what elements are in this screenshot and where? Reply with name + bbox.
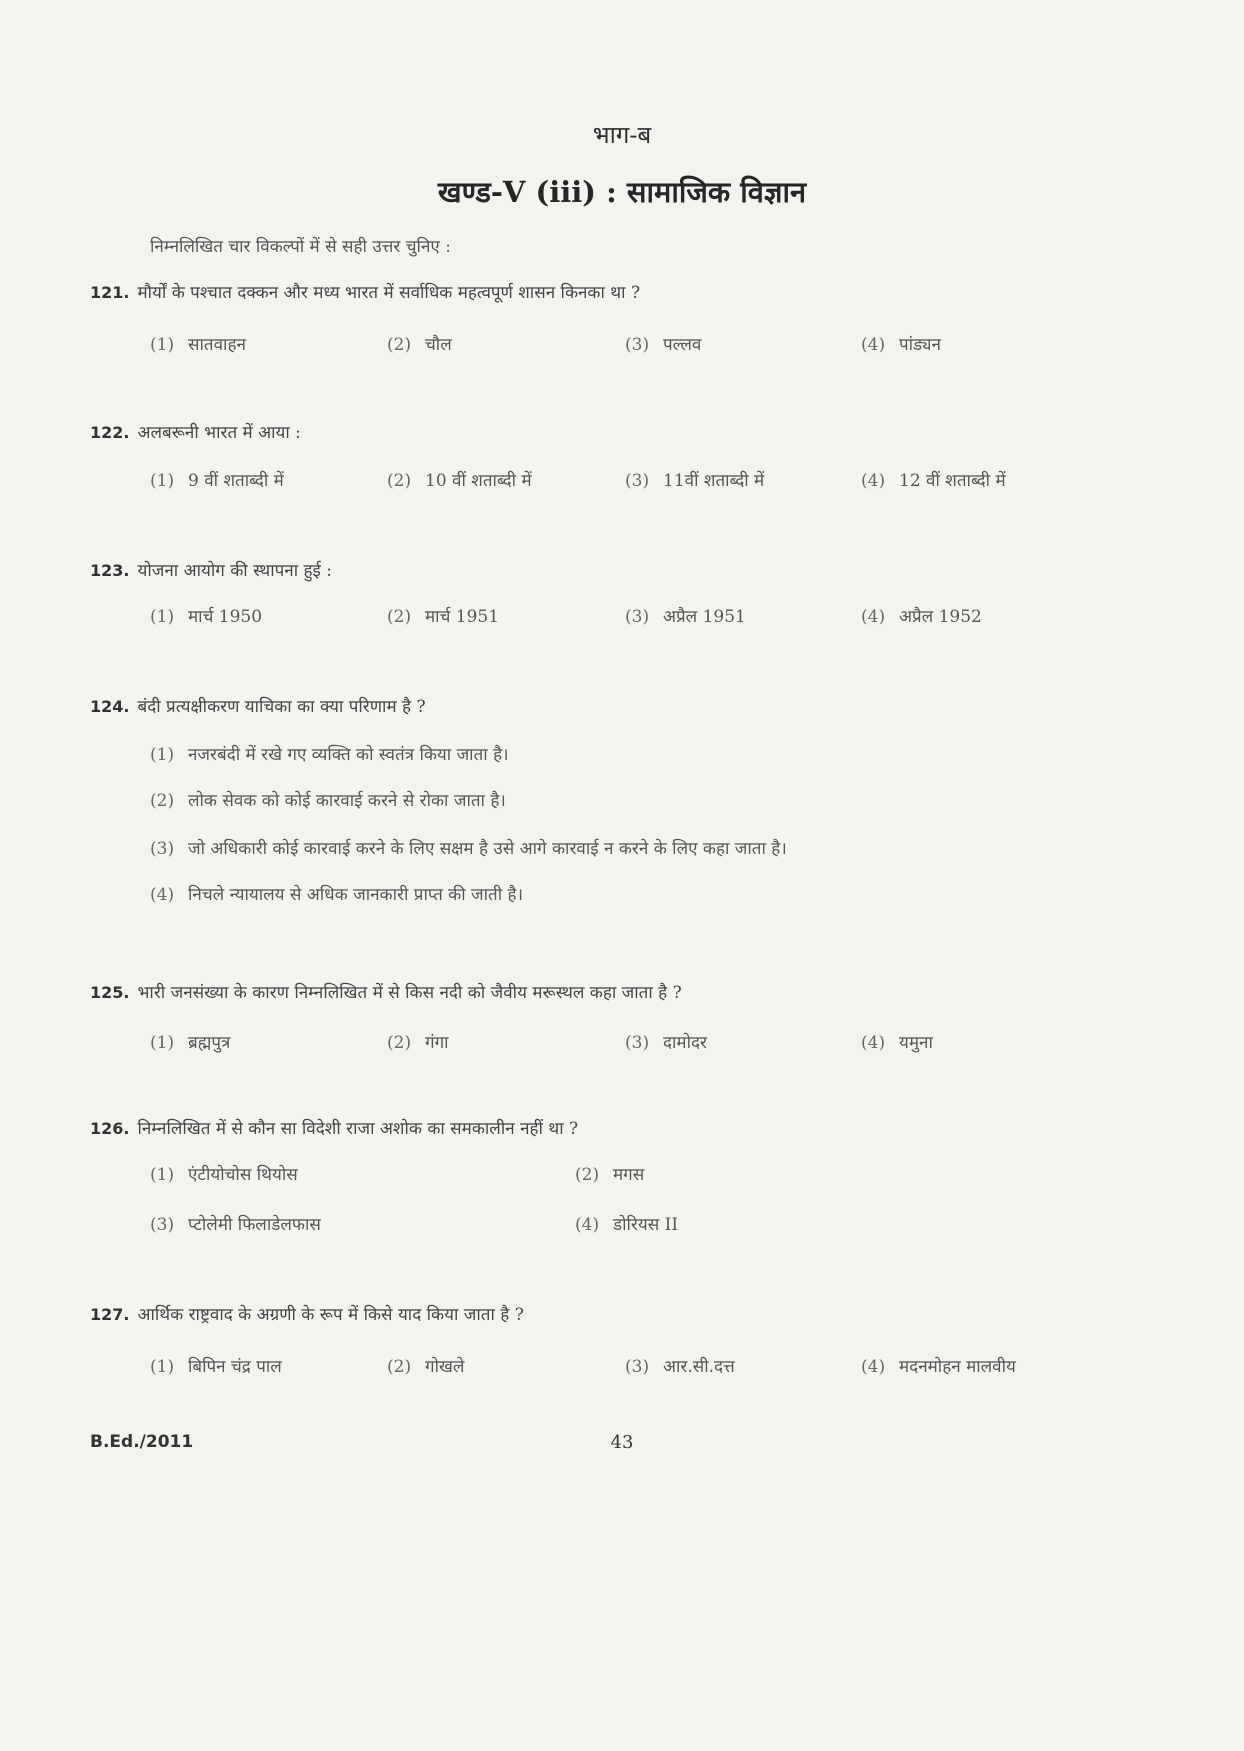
question-number: 126. [90, 1119, 130, 1138]
question-text: बंदी प्रत्यक्षीकरण याचिका का क्या परिणाम है ? [137, 697, 426, 717]
question-number: 125. [90, 983, 130, 1002]
question-text: आर्थिक राष्ट्रवाद के अग्रणी के रूप में किसे याद किया जाता है ? [137, 1305, 524, 1325]
page-number: 43 [610, 1432, 634, 1453]
option: (2) चौल [387, 335, 452, 355]
options-123 [150, 604, 1090, 634]
question-text: भारी जनसंख्या के कारण निम्नलिखित में से किस नदी को जैवीय मरूस्थल कहा जाता है ? [137, 983, 682, 1003]
question-127 [90, 1302, 524, 1325]
option: (2) 10 वीं शताब्दी में [387, 471, 532, 491]
option: (1) बिपिन चंद्र पाल [150, 1357, 282, 1377]
part-title: भाग-ब [592, 121, 652, 149]
question-126 [90, 1116, 578, 1139]
options-125 [150, 1030, 1090, 1060]
option: (4) मदनमोहन मालवीय [861, 1357, 1016, 1377]
question-number: 122. [90, 423, 130, 442]
option: (1) एंटीयोचोस थियोस [150, 1165, 298, 1185]
question-122 [90, 420, 301, 443]
section-title: खण्ड-V (iii) : सामाजिक विज्ञान [437, 175, 807, 209]
option: (3) प्टोलेमी फिलाडेलफास [150, 1215, 321, 1235]
option: (3) दामोदर [625, 1033, 707, 1053]
option: (2) मगस [575, 1165, 645, 1185]
option: (1) 9 वीं शताब्दी में [150, 471, 284, 491]
question-text: निम्नलिखित में से कौन सा विदेशी राजा अशोक का समकालीन नहीं था ? [137, 1119, 579, 1139]
options-121 [150, 332, 1090, 362]
option: (1) सातवाहन [150, 335, 246, 355]
option: (4) पांड्यन [861, 335, 941, 355]
question-123 [90, 558, 332, 581]
question-number: 123. [90, 561, 130, 580]
option: (2) मार्च 1951 [387, 607, 500, 627]
question-number: 127. [90, 1305, 130, 1324]
options-126-row2 [150, 1212, 1090, 1242]
option: (3) अप्रैल 1951 [625, 607, 746, 627]
option: (4) निचले न्यायालय से अधिक जानकारी प्राप्त की जाती है। [150, 885, 524, 905]
question-121 [90, 280, 640, 303]
option: (4) अप्रैल 1952 [861, 607, 982, 627]
options-126-row1 [150, 1162, 1090, 1192]
option: (1) नजरबंदी में रखे गए व्यक्ति को स्वतंत्र किया जाता है। [150, 745, 509, 765]
question-number: 121. [90, 283, 130, 302]
question-number: 124. [90, 697, 130, 716]
option: (4) 12 वीं शताब्दी में [861, 471, 1006, 491]
option: (3) जो अधिकारी कोई कारवाई करने के लिए सक्षम है उसे आगे कारवाई न करने के लिए कहा जाता है। [150, 839, 787, 859]
option: (2) गोखले [387, 1357, 465, 1377]
option: (2) गंगा [387, 1033, 449, 1053]
option: (1) ब्रह्मपुत्र [150, 1033, 231, 1053]
question-text: मौर्यों के पश्चात दक्कन और मध्य भारत में सर्वाधिक महत्वपूर्ण शासन किनका था ? [137, 283, 641, 303]
question-text: अलबरूनी भारत में आया : [137, 423, 301, 443]
option: (3) पल्लव [625, 335, 702, 355]
option: (4) यमुना [861, 1033, 933, 1053]
question-124 [90, 694, 426, 717]
options-122 [150, 468, 1090, 498]
option: (1) मार्च 1950 [150, 607, 263, 627]
options-127 [150, 1354, 1090, 1384]
option: (3) आर.सी.दत्त [625, 1357, 735, 1377]
footer-code: B.Ed./2011 [90, 1432, 194, 1452]
option: (4) डोरियस II [575, 1215, 679, 1235]
question-text: योजना आयोग की स्थापना हुई : [137, 561, 333, 581]
option: (2) लोक सेवक को कोई कारवाई करने से रोका जाता है। [150, 791, 506, 811]
option: (3) 11वीं शताब्दी में [625, 471, 765, 491]
instruction: निम्नलिखित चार विकल्पों में से सही उत्तर चुनिए : [150, 237, 451, 257]
question-125 [90, 980, 682, 1003]
